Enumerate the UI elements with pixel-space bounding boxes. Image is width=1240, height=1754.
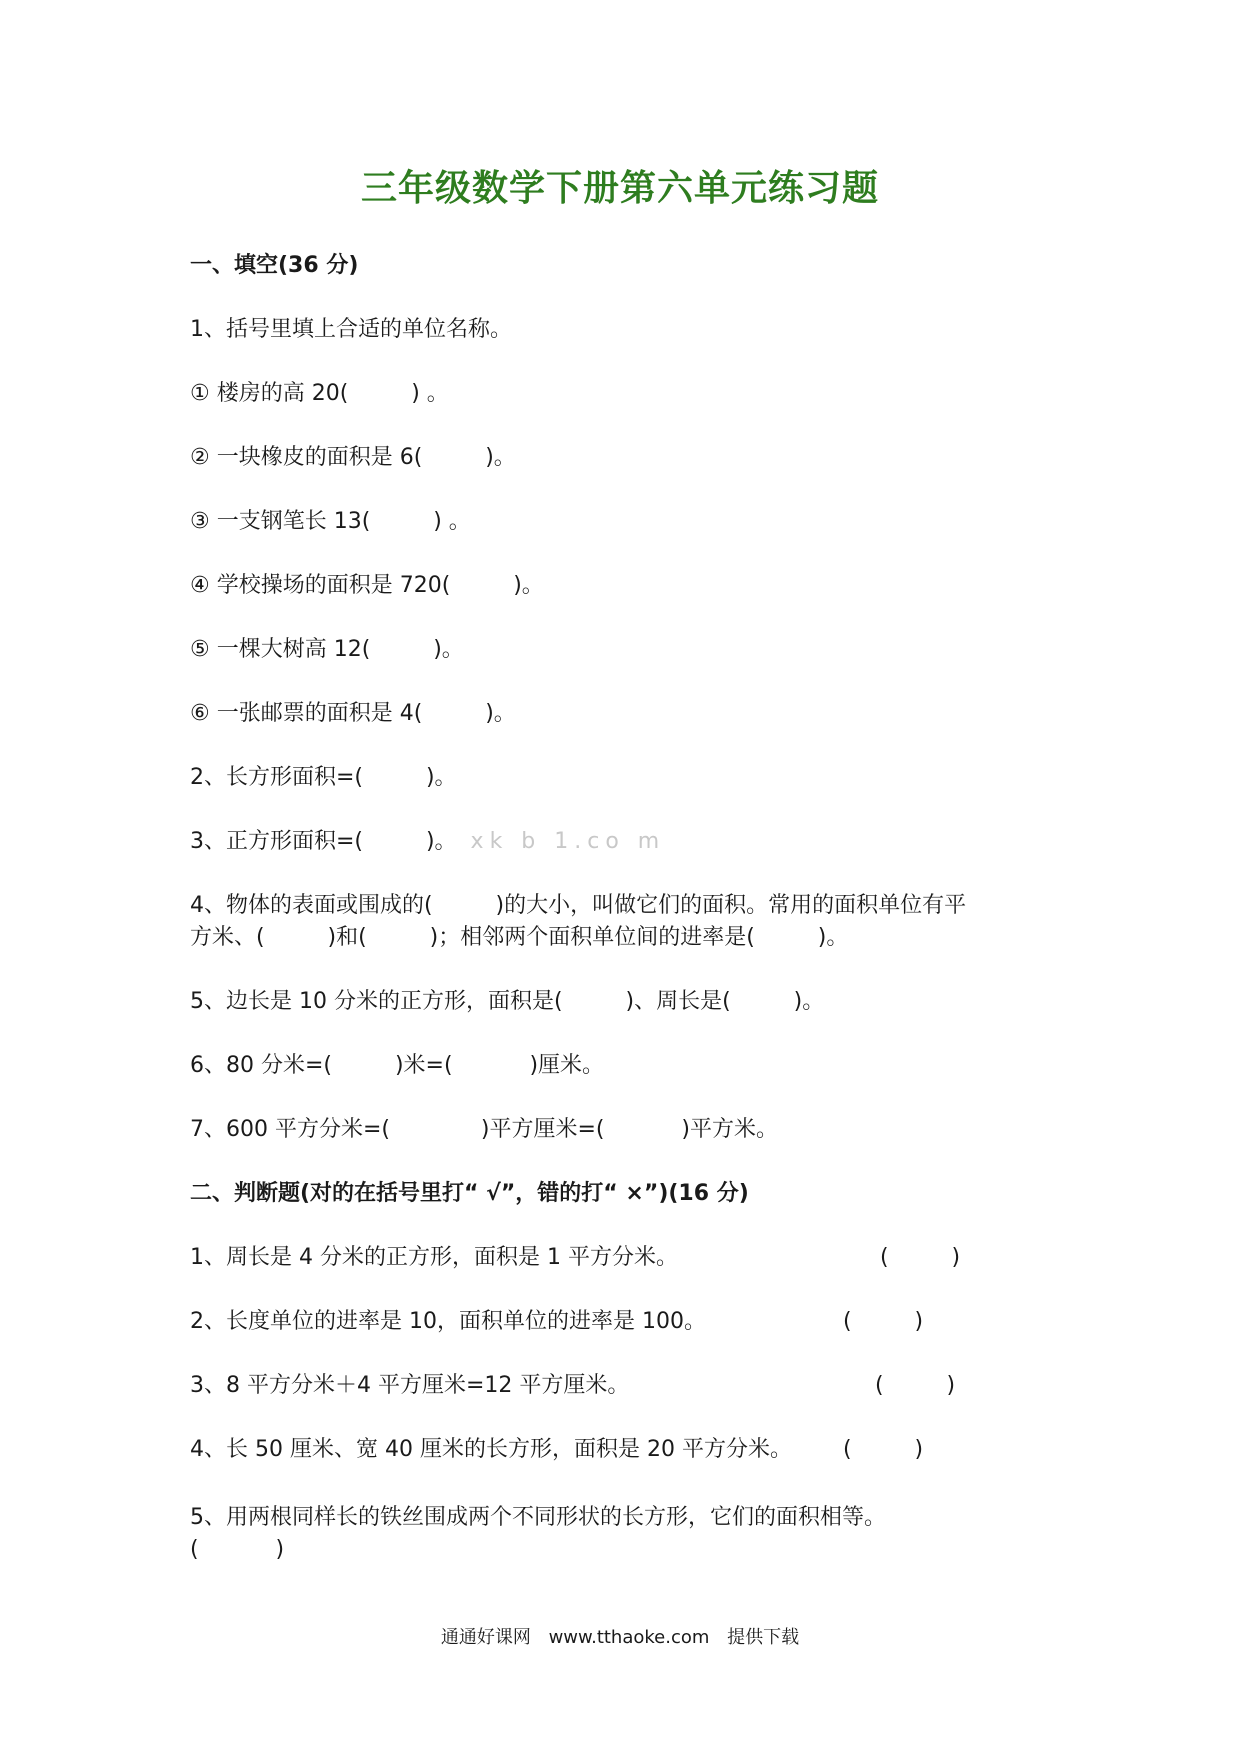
judge-item-1-answer-blank: ( ) [880,1245,961,1270]
question-6: 6、80 分米=( )米=( )厘米。 [190,1053,605,1078]
judge-item-1-text: 1、周长是 4 分米的正方形，面积是 1 平方分米。 [190,1245,678,1270]
section-2-heading: 二、判断题(对的在括号里打“ √”，错的打“ ×”)(16 分) [190,1181,749,1206]
question-1-item-1: ① 楼房的高 20( ) 。 [190,381,449,406]
question-7: 7、600 平方分米=( )平方厘米=( )平方米。 [190,1117,779,1142]
watermark-text: xk b 1.co m [470,829,666,854]
judge-item-5-answer-blank: ( ) [190,1537,285,1562]
question-3-text: 3、正方形面积=( )。 [190,829,457,854]
question-1-item-4: ④ 学校操场的面积是 720( )。 [190,573,544,598]
judge-item-3-answer-blank: ( ) [875,1373,956,1398]
question-4-line-1: 4、物体的表面或围成的( )的大小，叫做它们的面积。常用的面积单位有平 [190,893,967,918]
question-3 [190,826,665,858]
question-4-line-2: 方米、( )和( )；相邻两个面积单位间的进率是( )。 [190,925,849,950]
page-title: 三年级数学下册第六单元练习题 [360,167,879,209]
judge-item-2-text: 2、长度单位的进率是 10，面积单位的进率是 100。 [190,1309,706,1334]
judge-item-5-text: 5、用两根同样长的铁丝围成两个不同形状的长方形，它们的面积相等。 [190,1505,886,1530]
question-1-item-6: ⑥ 一张邮票的面积是 4( )。 [190,701,516,726]
question-1-item-2: ② 一块橡皮的面积是 6( )。 [190,445,516,470]
judge-item-3-text: 3、8 平方分米＋4 平方厘米=12 平方厘米。 [190,1373,630,1398]
section-1-heading: 一、填空(36 分) [190,253,359,278]
question-1-item-5: ⑤ 一棵大树高 12( )。 [190,637,464,662]
page-footer [0,1625,1240,1651]
question-5: 5、边长是 10 分米的正方形，面积是( )、周长是( )。 [190,989,825,1014]
question-1-item-3: ③ 一支钢笔长 13( ) 。 [190,509,471,534]
question-1: 1、括号里填上合适的单位名称。 [190,317,512,342]
question-2: 2、长方形面积=( )。 [190,765,457,790]
footer-site-name: 通通好课网 [440,1627,531,1648]
footer-suffix: 提供下载 [727,1627,800,1648]
judge-item-4-text: 4、长 50 厘米、宽 40 厘米的长方形，面积是 20 平方分米。 [190,1437,792,1462]
judge-item-2-answer-blank: ( ) [843,1309,924,1334]
footer-url[interactable]: www.tthaoke.com [548,1627,710,1648]
judge-item-4-answer-blank: ( ) [843,1437,924,1462]
